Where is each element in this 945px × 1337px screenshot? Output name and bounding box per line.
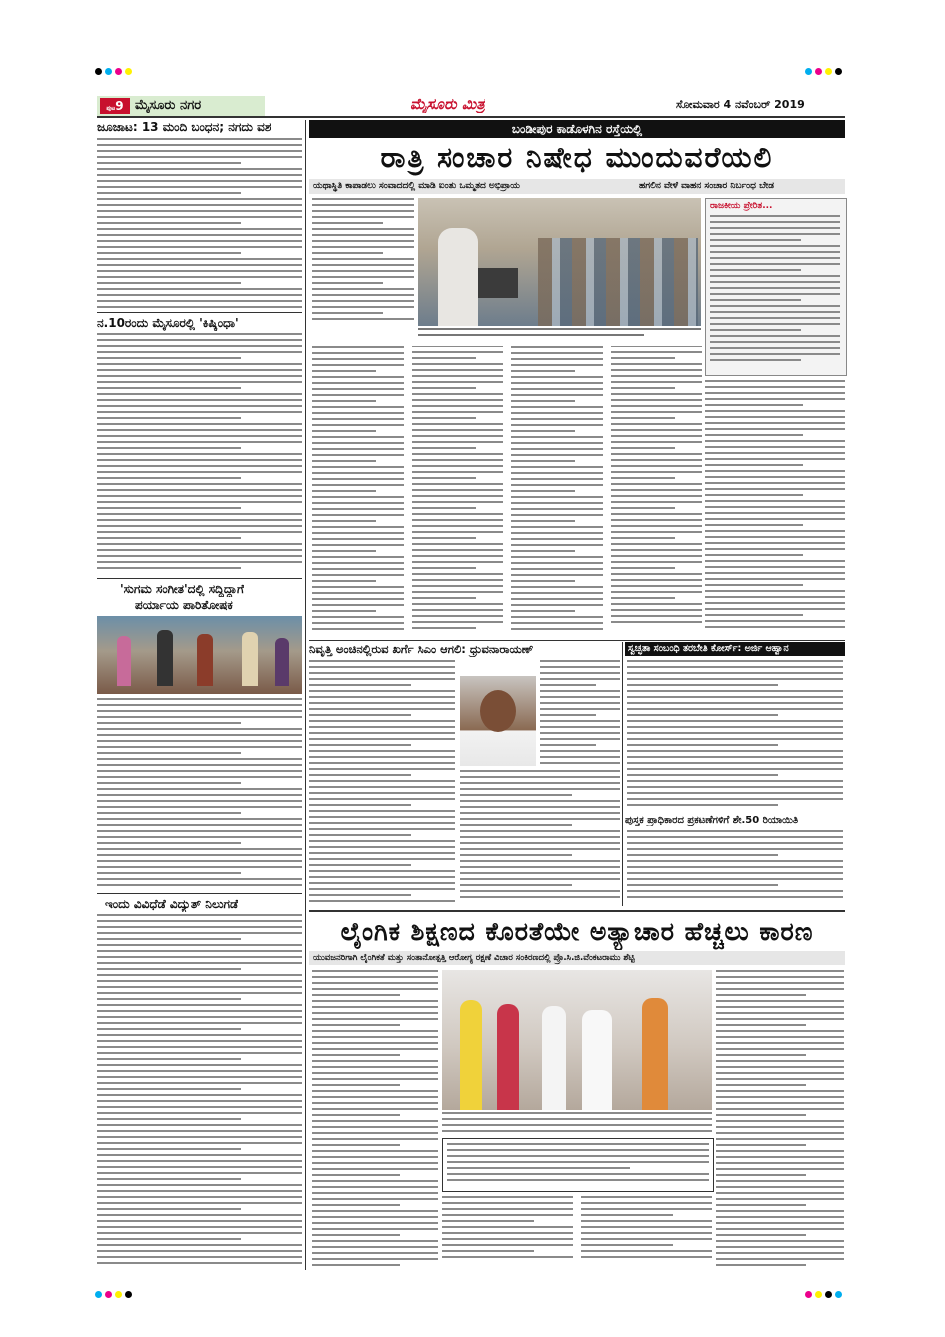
bandipur-kicker-bar bbox=[309, 120, 845, 138]
side-box bbox=[705, 198, 847, 376]
education-headline: ಲೈಂಗಿಕ ಶಿಕ್ಷಣದ ಕೊರತೆಯೇ ಅತ್ಯಾಚಾರ ಹೆಚ್ಚಲು ಕಾರಣ bbox=[340, 917, 814, 946]
education-body-col3 bbox=[716, 970, 844, 1270]
bandipur-subhead-1: ಯಥಾಸ್ಥಿತಿ ಕಾಪಾಡಲು ಸಂವಾದದಲ್ಲಿ ಮಾಡಿ ಐಂತು ಒಮ್ಮತದ ಅಭಿಪ್ರಾಯ bbox=[313, 181, 520, 191]
sangeet-headline-1: 'ಸುಗಮ ಸಂಗೀತ'ದಲ್ಲಿ ಸದ್ದಿದ್ದಾಗೆ bbox=[120, 582, 244, 596]
kishkindha-body bbox=[97, 333, 302, 575]
color-registration-marks bbox=[805, 60, 845, 79]
section-title: ಮೈಸೂರು ನಗರ bbox=[135, 98, 202, 113]
kishkindha-headline: ನ.10ರಂದು ಮೈಸೂರಲ್ಲಿ 'ಕಿಷ್ಕಿಂಧಾ' bbox=[97, 316, 239, 330]
gambling-body bbox=[97, 138, 302, 310]
side-box-title: ರಾಜಕೀಯ ಪ್ರೇರಿತ... bbox=[710, 201, 773, 211]
gambling-headline: ಜೂಜಾಟ: 13 ಮಂದಿ ಬಂಧನ; ನಗದು ವಶ bbox=[97, 120, 272, 134]
masthead: ಮೈಸೂರು ಮಿತ್ರ bbox=[410, 95, 485, 113]
education-photo-caption bbox=[442, 1112, 712, 1136]
swachhata-body bbox=[627, 660, 843, 812]
power-headline: ಇಂದು ವಿವಿಧೆಡೆ ವಿದ್ಯುತ್ ನಿಲುಗಡೆ bbox=[105, 897, 239, 911]
sangeet-headline-2: ಪರ್ಯಾಯ ಪಾರಿತೋಷಕ bbox=[135, 598, 233, 612]
bandipur-body bbox=[312, 346, 702, 636]
bandipur-subhead-bar bbox=[309, 179, 845, 194]
education-subhead: ಯುವಜನರಿಗಾಗಿ ಲೈಂಗಿಕತೆ ಮತ್ತು ಸಂತಾನೋತ್ಪತ್ತಿ ಆರೋಗ್ಯ ರಕ್ಷಣೆ ವಿಚಾರ ಸಂಕಿರಣದಲ್ಲಿ ಪ್ರೊ.ಸಿ.ಜಿ.ವೆಂಕಟರಾಮು ಶೆಟ್ಟಿ bbox=[313, 953, 635, 963]
books-headline: ಪುಸ್ತಕ ಪ್ರಾಧಿಕಾರದ ಪ್ರಕಟಣೆಗಳಿಗೆ ಶೇ.50 ರಿಯಾಯಿತಿ bbox=[625, 815, 799, 826]
bandipur-subhead-2: ಹಗಲಿನ ವೇಳೆ ವಾಹನ ಸಂಚಾರ ನಿರ್ಬಂಧ ಬೇಡ bbox=[639, 181, 774, 191]
dhruva-body-col3 bbox=[540, 660, 620, 770]
swachhata-headline: ಸ್ವಚ್ಛತಾ ಸಂಬಂಧಿ ತರಬೇತಿ ಕೋರ್ಸ್: ಅರ್ಜಿ ಆಹ್ವಾನ bbox=[628, 643, 789, 654]
page-number-badge: ಪುಟ9 bbox=[100, 98, 130, 114]
bandipur-headline: ರಾತ್ರಿ ಸಂಚಾರ ನಿಷೇಧ ಮುಂದುವರೆಯಲಿ bbox=[380, 141, 774, 174]
swachhata-bar bbox=[625, 642, 845, 656]
dhruva-headline: ನಿವೃತ್ತಿ ಅಂಚಿನಲ್ಲಿರುವ ಖರ್ಗೆ ಸಿಎಂ ಆಗಲಿ: ಧ್ರುವನಾರಾಯಣ್ bbox=[309, 642, 534, 656]
color-registration-marks bbox=[95, 1283, 135, 1302]
books-body bbox=[627, 830, 843, 906]
dhruva-photo bbox=[460, 676, 536, 766]
section-header bbox=[97, 96, 265, 116]
education-subhead-bar bbox=[309, 951, 845, 965]
education-body-col1 bbox=[312, 970, 438, 1270]
bandipur-body-col1 bbox=[312, 198, 414, 326]
education-body-col2 bbox=[442, 1196, 712, 1270]
dhruva-body-col2 bbox=[460, 770, 620, 906]
education-quote-box bbox=[442, 1138, 714, 1192]
issue-date: ಸೋಮವಾರ 4 ನವೆಂಬರ್ 2019 bbox=[676, 98, 805, 111]
power-body bbox=[97, 914, 302, 1270]
header-rule bbox=[97, 116, 845, 118]
sangeet-body bbox=[97, 698, 302, 890]
bandipur-meeting-photo bbox=[418, 198, 701, 326]
dhruva-body-col1 bbox=[309, 660, 455, 906]
education-photo bbox=[442, 970, 712, 1110]
bandipur-kicker: ಬಂಡೀಪುರ ಕಾಡೊಳಗಿನ ರಸ್ತೆಯಲ್ಲಿ bbox=[511, 122, 643, 136]
bandipur-photo-caption bbox=[418, 326, 701, 342]
bandipur-body-col5 bbox=[705, 380, 845, 636]
color-registration-marks bbox=[95, 60, 135, 79]
color-registration-marks bbox=[805, 1283, 845, 1302]
sangeet-photo bbox=[97, 616, 302, 694]
